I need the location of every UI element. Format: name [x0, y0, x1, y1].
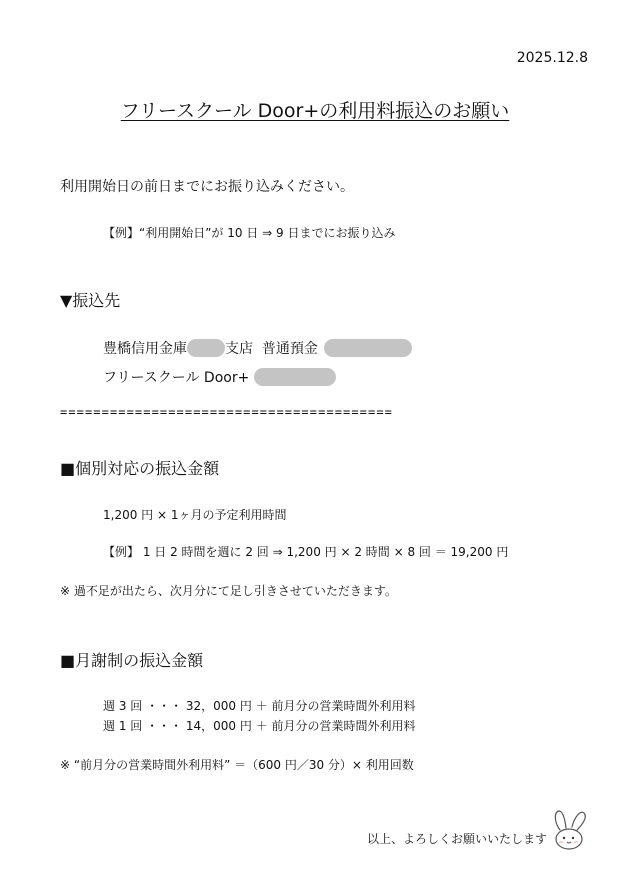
section-divider: ========================================: [60, 405, 393, 419]
redacted-account-number: [324, 339, 412, 357]
account-type: 普通預金: [261, 341, 318, 357]
individual-note: ※ 過不足が出たら、次月分にて足し引きさせていただきます。: [60, 584, 397, 598]
rabbit-icon: [550, 808, 590, 852]
monthly-plan-1: 週 1 回 ・・・ 14，000 円 ＋ 前月分の営業時間外利用料: [103, 719, 416, 733]
closing-text: 以上、よろしくお願いいたします: [367, 832, 548, 846]
page-title-text: フリースクール Door+の利用料振込のお願い: [120, 100, 510, 122]
transfer-heading: ▼振込先: [60, 291, 121, 310]
individual-example: 【例】 1 日 2 時間を週に 2 回 ⇒ 1,200 円 × 2 時間 × 8 回 ＝ 19,200 円: [103, 545, 509, 559]
intro-example: 【例】“利用開始日”が 10 日 ⇒ 9 日までにお振り込み: [103, 226, 396, 240]
monthly-plan-3: 週 3 回 ・・・ 32，000 円 ＋ 前月分の営業時間外利用料: [103, 699, 416, 713]
page-title: [0, 96, 630, 123]
intro-text: 利用開始日の前日までにお振り込みください。: [60, 179, 354, 195]
monthly-note: ※ “前月分の営業時間外利用料” ＝（600 円／30 分）× 利用回数: [60, 758, 414, 772]
bank-account-line: [103, 338, 412, 358]
individual-rate: 1,200 円 × 1ヶ月の予定利用時間: [103, 508, 287, 522]
branch-suffix: 支店: [225, 341, 253, 357]
individual-heading: ■個別対応の振込金額: [60, 459, 220, 478]
redacted-branch: [187, 339, 225, 357]
monthly-heading: ■月謝制の振込金額: [60, 651, 204, 670]
bank-name: 豊橋信用金庫: [103, 341, 187, 357]
account-holder: フリースクール Door+: [103, 370, 250, 386]
redacted-account-holder: [254, 368, 336, 386]
account-holder-line: [103, 367, 336, 387]
document-date: 2025.12.8: [516, 50, 588, 66]
